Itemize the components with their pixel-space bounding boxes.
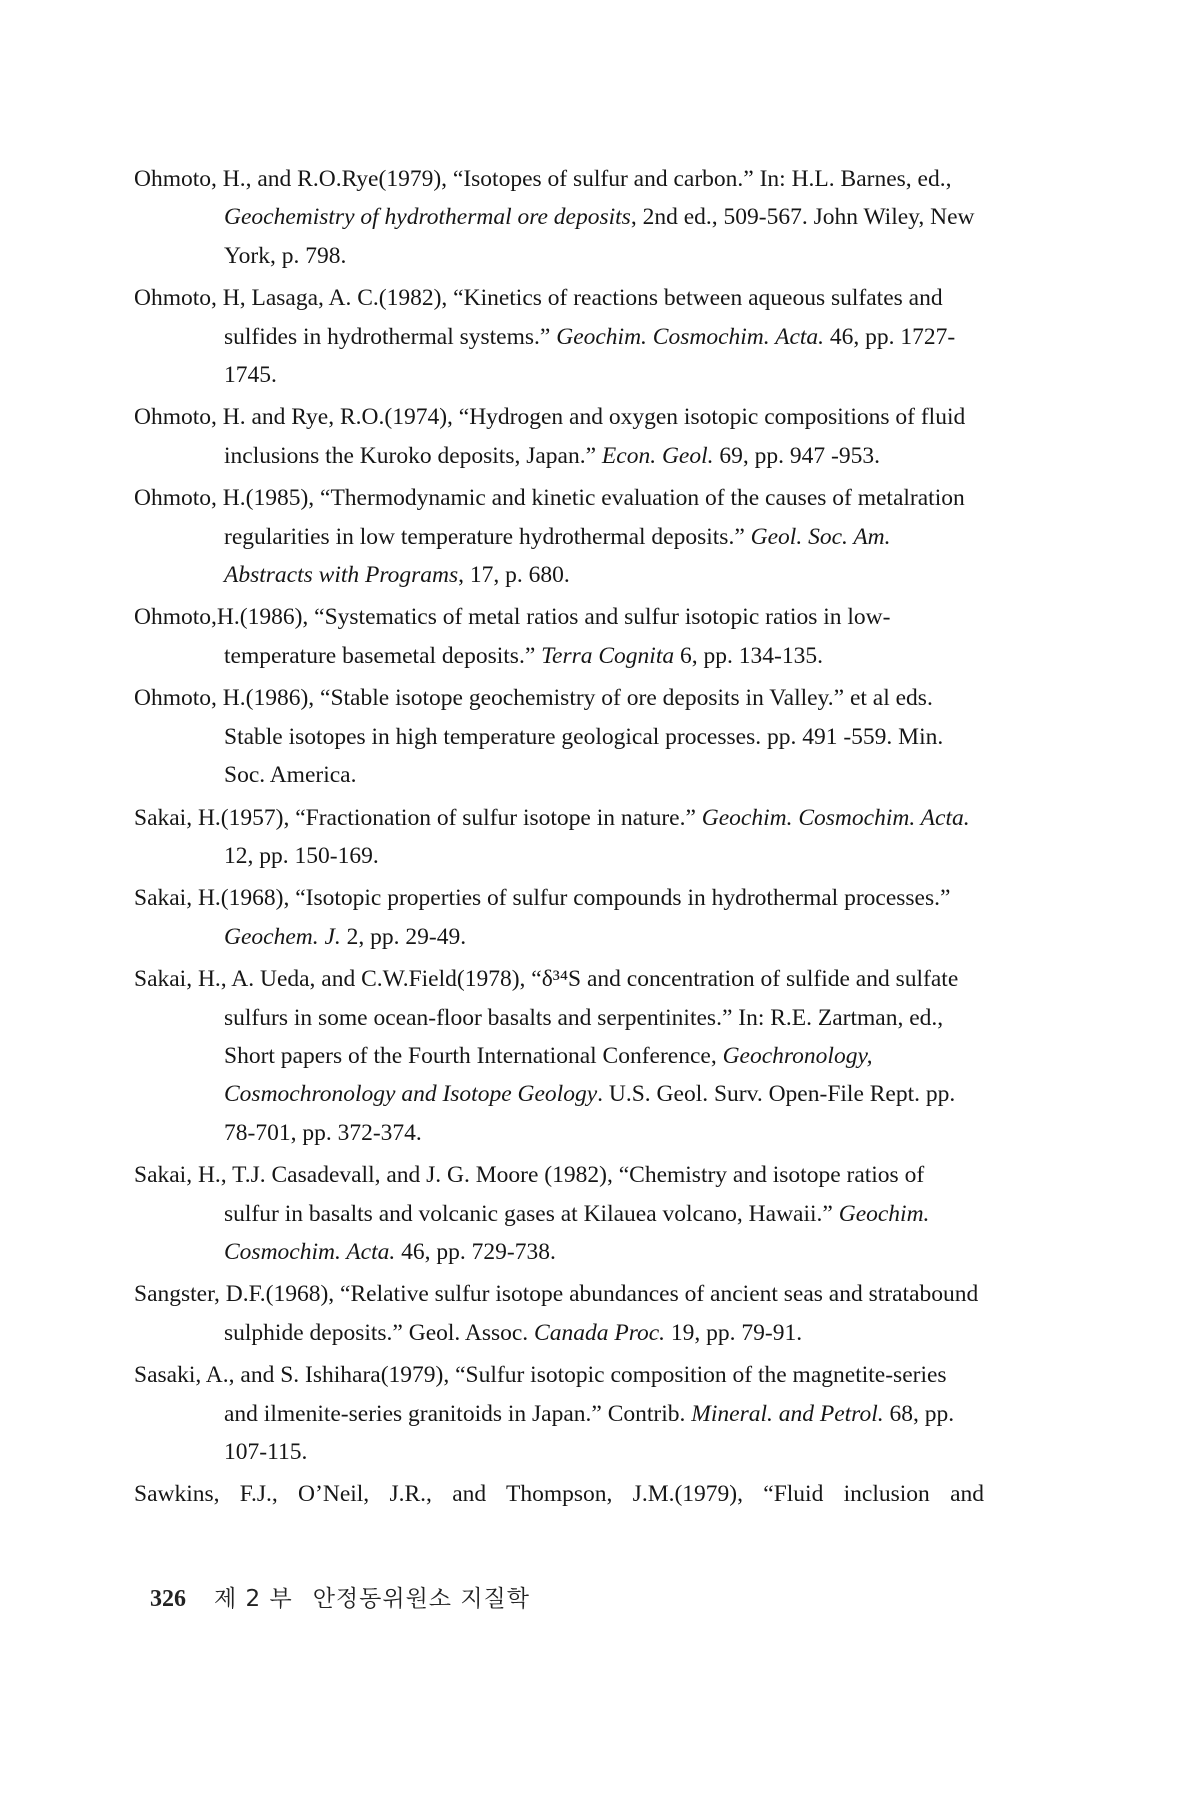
- reference-italic-text: Econ. Geol.: [601, 442, 714, 469]
- reference-italic-text: Geochronology, Cosmochronology and Isotope Geology: [224, 1042, 873, 1108]
- reference-entry: [134, 479, 984, 594]
- reference-text: Sakai, H.(1968), “Isotopic properties of sulfur compounds in hydrothermal processes.”: [134, 885, 951, 912]
- reference-italic-text: Geochem. J.: [224, 923, 341, 950]
- reference-text: Sakai, H., A. Ueda, and C.W.Field(1978), “δ³⁴S and concentration of sulfide and sulfate sulfurs in some ocean-floor basalts and serpentinites.” In: R.E. Zartman, ed., Short papers of the Fourth International Conference,: [134, 966, 959, 1069]
- reference-text: Ohmoto, H.(1986), “Stable isotope geochemistry of ore deposits in Valley.” et al eds. Stable isotopes in high temperature geological processes. pp. 491 -559. Min. Soc. America.: [134, 685, 944, 789]
- reference-entry: [134, 1156, 984, 1271]
- reference-text: Sangster, D.F.(1968), “Relative sulfur isotope abundances of ancient seas and stratabound sulphide deposits.” Geol. Assoc.: [134, 1281, 979, 1346]
- reference-italic-text: Terra Cognita: [541, 642, 675, 669]
- reference-text: 12, pp. 150-169.: [224, 842, 379, 869]
- reference-text: 46, pp. 729-738.: [395, 1238, 556, 1265]
- reference-text: 2, pp. 29-49.: [340, 923, 467, 950]
- reference-text: 46, pp. 1727-1745.: [224, 323, 956, 389]
- reference-text: 6, pp. 134-135.: [674, 642, 823, 669]
- part-label: 제 2 부: [214, 1586, 293, 1612]
- reference-text: Ohmoto, H, Lasaga, A. C.(1982), “Kinetics of reactions between aqueous sulfates and sulfides in hydrothermal systems.”: [134, 285, 943, 350]
- reference-italic-text: Geochim. Cosmochim. Acta.: [224, 1200, 930, 1265]
- reference-italic-text: Geochim. Cosmochim. Acta.: [701, 804, 970, 831]
- reference-text: Sakai, H., T.J. Casadevall, and J. G. Moore (1982), “Chemistry and isotope ratios of sulfur in basalts and volcanic gases at Kilauea volcano, Hawaii.”: [134, 1162, 925, 1227]
- page-footer: [150, 1580, 530, 1613]
- reference-text: . U.S. Geol. Surv. Open-File Rept. pp. 78-701, pp. 372-374.: [224, 1081, 956, 1146]
- reference-text: 19, pp. 79-91.: [665, 1319, 803, 1346]
- reference-entry: [134, 398, 984, 475]
- reference-text: Sasaki, A., and S. Ishihara(1979), “Sulfur isotopic composition of the magnetite-series and ilmenite-series granitoids in Japan.” Contrib.: [134, 1362, 947, 1427]
- reference-entry: [134, 279, 984, 394]
- reference-text: , 17, p. 680.: [458, 562, 570, 589]
- reference-text: Ohmoto, H., and R.O.Rye(1979), “Isotopes of sulfur and carbon.” In: H.L. Barnes, ed.,: [134, 166, 952, 192]
- reference-list: [134, 160, 984, 1514]
- reference-entry: [134, 1275, 984, 1352]
- reference-text: , 2nd ed., 509-567. John Wiley, New York, p. 798.: [224, 204, 975, 269]
- reference-text: 69, pp. 947 -953.: [713, 442, 880, 469]
- reference-text: Ohmoto,H.(1986), “Systematics of metal ratios and sulfur isotopic ratios in low-temperature basemetal deposits.”: [134, 604, 891, 669]
- reference-entry: [134, 879, 984, 956]
- reference-text: Ohmoto, H.(1985), “Thermodynamic and kinetic evaluation of the causes of metalration regularities in low temperature hydrothermal deposits.”: [134, 485, 965, 550]
- reference-entry: [134, 679, 984, 794]
- reference-italic-text: Geol. Soc. Am. Abstracts with Programs: [224, 523, 891, 589]
- reference-entry: [134, 799, 984, 876]
- reference-entry: [134, 1475, 984, 1513]
- reference-entry: [134, 1356, 984, 1471]
- reference-text: 68, pp. 107-115.: [224, 1400, 955, 1465]
- reference-italic-text: Canada Proc.: [534, 1319, 666, 1346]
- reference-entry: [134, 598, 984, 675]
- page-number: 326: [150, 1586, 186, 1612]
- reference-italic-text: Geochemistry of hydrothermal ore deposits: [224, 204, 631, 231]
- reference-entry: [134, 960, 984, 1152]
- reference-italic-text: Geochim. Cosmochim. Acta.: [556, 323, 825, 350]
- reference-text: Sawkins, F.J., O’Neil, J.R., and Thompson, J.M.(1979), “Fluid inclusion and: [134, 1481, 984, 1508]
- book-title: 안정동위원소 지질학: [312, 1586, 530, 1612]
- reference-entry: [134, 160, 984, 275]
- reference-text: Ohmoto, H. and Rye, R.O.(1974), “Hydrogen and oxygen isotopic compositions of fluid inclusions the Kuroko deposits, Japan.”: [134, 404, 966, 469]
- reference-italic-text: Mineral. and Petrol.: [691, 1400, 884, 1427]
- reference-text: Sakai, H.(1957), “Fractionation of sulfur isotope in nature.”: [134, 804, 702, 831]
